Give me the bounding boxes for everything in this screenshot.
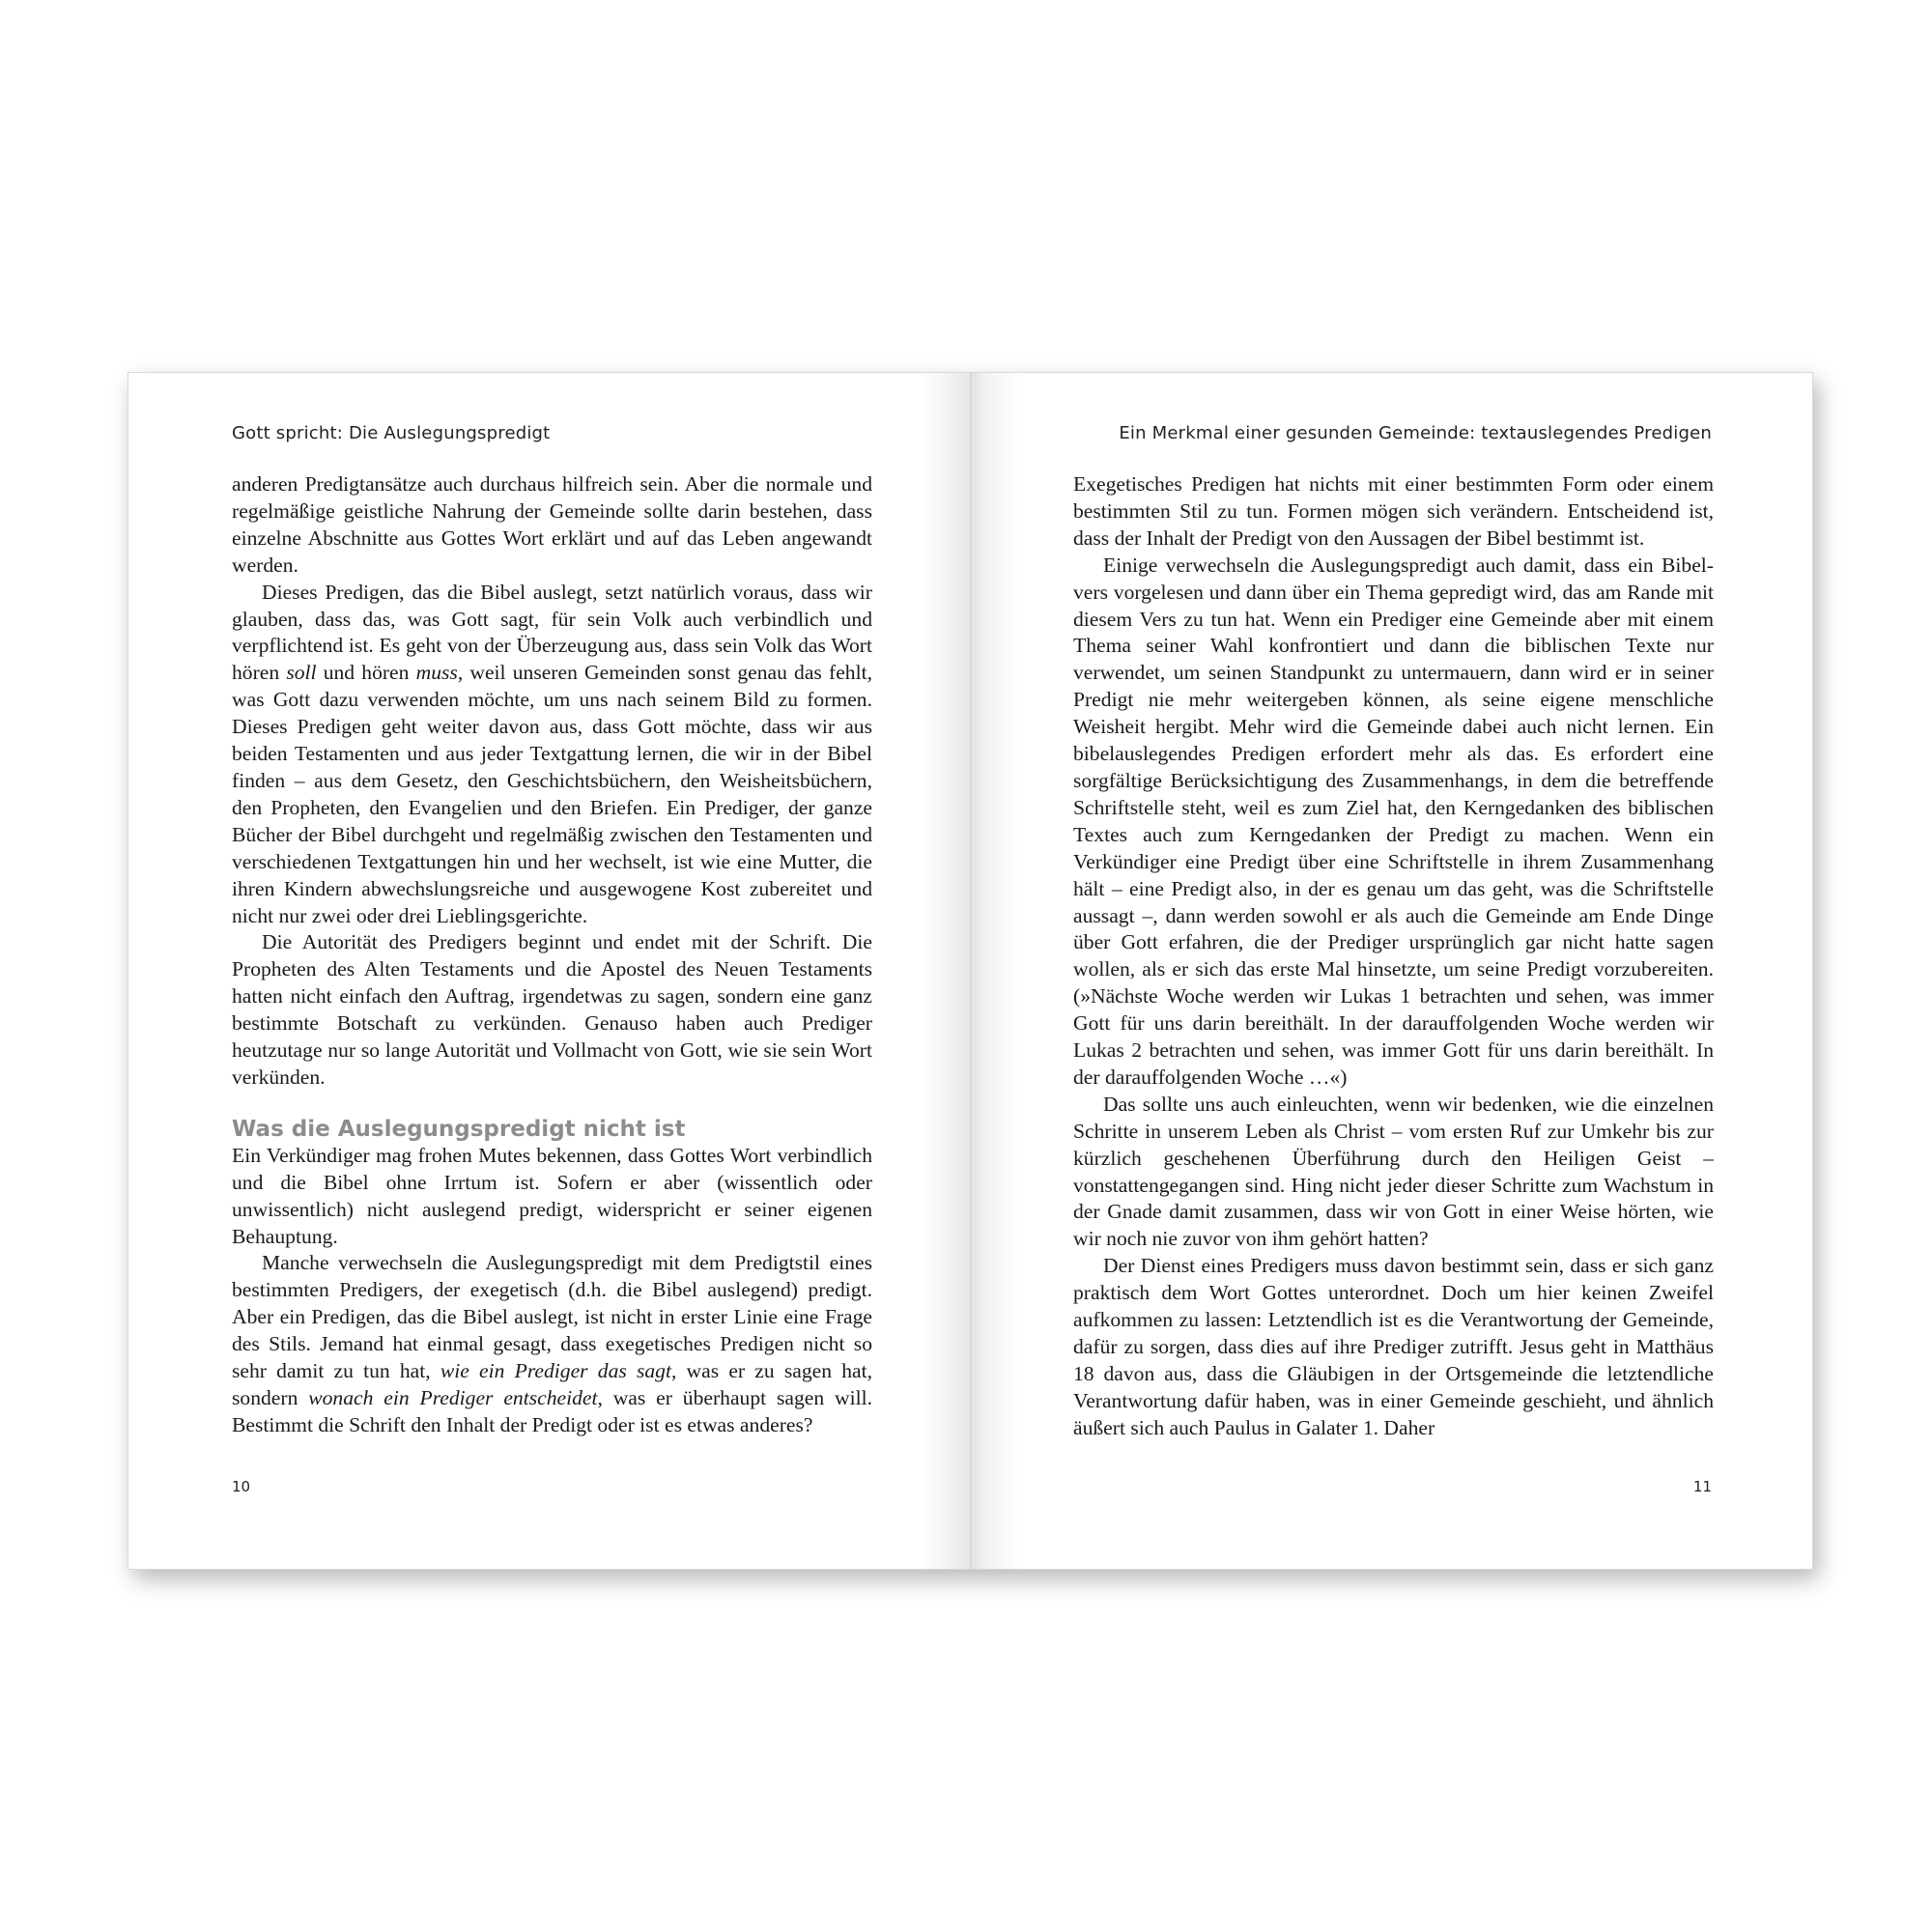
emphasis: wonach ein Prediger entscheidet [308, 1386, 598, 1409]
paragraph: Exegetisches Predigen hat nichts mit einer bestimmten Form oder einem bestimmten Stil zu tun. Formen mögen sich verändern. Entscheidend ist, dass der Inhalt der Predigt von den Aussagen der Bibel bestimmt ist. [1073, 472, 1714, 550]
paragraph: anderen Predigtansätze auch durchaus hilfreich sein. Aber die normale und regelmäßige geistliche Nahrung der Gemeinde sollte darin bestehen, dass einzelne Abschnitte aus Gottes Wort erklärt und auf das Leben angewandt werden. [232, 472, 872, 577]
right-page-body [1073, 471, 1714, 1442]
paragraph: Die Autorität des Predigers beginnt und endet mit der Schrift. Die Propheten des Alten Testaments und die Apostel des Neuen Testaments hatten nicht einfach den Auftrag, irgendetwas zu sagen, sondern eine ganz bestimmte Botschaft zu verkünden. Genauso haben auch Prediger heutzutage nur so lange Autorität und Vollmacht von Gott, wie sie sein Wort verkünden. [232, 930, 872, 1089]
emphasis: muss [415, 661, 458, 685]
paragraph: Manche verwechseln die Auslegungspredigt mit dem Predigtstil eines bestimmten Predigers, der exegetisch (d.h. die Bibel auslegend) predigt. Aber ein Predigen, das die Bibel auslegt, ist nicht in erster Linie eine Frage des Stils. Jemand hat einmal gesagt, dass exegetisches Predigen nicht so sehr damit zu tun hat, wie ein Prediger das sagt, was er zu sagen hat, sondern wonach ein Prediger entscheidet, was er überhaupt sagen will. Bestimmt die Schrift den Inhalt der Predigt oder ist es etwas anderes? [232, 1251, 873, 1436]
page-number-left: 10 [232, 1478, 251, 1495]
left-page-body [232, 471, 872, 1439]
paragraph: Dieses Predigen, das die Bibel auslegt, setzt natürlich voraus, dass wir glauben, dass das, was Gott sagt, für sein Volk auch verbindlich und verpflichtend ist. Es geht von der Überzeugung aus, dass sein Volk das Wort hören soll und hören muss, weil unseren Gemeinden sonst genau das fehlt, was Gott dazu verwenden möchte, um uns nach seinem Bild zu formen. Dieses Predigen geht weiter davon aus, dass Gott möchte, dass wir aus beiden Testamenten und aus jeder Textgattung lernen, die wir in der Bibel finden – aus dem Gesetz, den Geschichtsbüchern, den Weisheitsbüchern, den Propheten, den Evangelien und den Briefen. Ein Prediger, der ganze Bücher der Bibel durchgeht und regelmäßig zwischen den Testamenten und verschiedenen Textgattungen hin und her wechselt, ist wie eine Mutter, die ihren Kindern abwechslungsreiche und ausgewogene Kost zubereitet und nicht nur zwei oder drei Lieblingsgerichte. [232, 580, 872, 927]
paragraph: Das sollte uns auch einleuchten, wenn wir bedenken, wie die einzelnen Schritte in unserem Leben als Christ – vom ersten Ruf zur Umkehr bis zur kürzlich geschehenen Überführung durch den Heiligen Geist – vonstattengegangen sind. Hing nicht jeder dieser Schritte zum Wachstum in der Gnade damit zusammen, dass wir von Gott in einer Weise hörten, wie wir noch nie zuvor von ihm gehört hatten? [1073, 1092, 1714, 1251]
left-page [128, 372, 971, 1570]
paragraph: Einige verwechseln die Auslegungspredigt auch damit, dass ein Bibelvers vorgelesen und dann über ein Thema gepredigt wird, das am Rande mit diesem Vers zu tun hat. Wenn ein Prediger eine Gemeinde aber mit einem Thema seiner Wahl konfrontiert und dann die biblischen Texte nur verwendet, um seinen Standpunkt zu untermauern, dann wird er in seiner Predigt nie mehr weitergeben können, als seine eigene menschliche Weisheit hergibt. Mehr wird die Gemeinde dabei auch nicht lernen. Ein bibelauslegendes Predigen erfordert mehr als das. Es erfordert eine sorgfältige Berücksichtigung des Zusammenhangs, in dem die betreffende Schriftstelle steht, weil es zum Ziel hat, den Kerngedanken des biblischen Textes auch zum Kerngedanken der Predigt zu machen. Wenn ein Verkündiger eine Predigt über eine Schriftstelle in ihrem Zusammenhang hält – eine Predigt also, in der es genau um das geht, was die Schriftstelle aussagt –, dann werden sowohl er als auch die Gemeinde am Ende Dinge über Gott erfahren, die der Prediger ursprünglich gar nicht hatte sagen wollen, als er sich das erste Mal hinsetzte, um seine Predigt vorzubereiten. (»Nächste Woche werden wir Lukas 1 betrachten und sehen, was immer Gott für uns darin bereithält. In der darauffolgenden Woche werden wir Lukas 2 betrachten und sehen, was immer Gott für uns darin bereithält. In der darauffolgenden Woche …«) [1073, 553, 1714, 1089]
page-number-right: 11 [1692, 1478, 1712, 1495]
emphasis: wie ein Prediger das sagt [440, 1359, 671, 1383]
running-head-left: Gott spricht: Die Auslegungspredigt [232, 423, 551, 443]
paragraph: Der Dienst eines Predigers muss davon bestimmt sein, dass er sich ganz praktisch dem Wort Gottes unterordnet. Doch um hier keinen Zweifel aufkommen zu lassen: Letztendlich ist es die Verantwortung der Gemeinde, dafür zu sorgen, dass dies auf ihre Prediger zutrifft. Jesus geht in Matthäus 18 davon aus, dass die Gläubigen in der Ortsgemeinde die letztendliche Verantwortung dafür haben, was in einer Gemeinde geschieht, und ähnlich äußert sich auch Paulus in Galater 1. Daher [1073, 1254, 1714, 1439]
running-head-right: Ein Merkmal einer gesunden Gemeinde: textauslegendes Predigen [1119, 423, 1712, 443]
book-spread [128, 372, 1813, 1570]
section-heading: Was die Auslegungspredigt nicht ist [232, 1116, 686, 1142]
paragraph: Ein Verkündiger mag frohen Mutes bekennen, dass Gottes Wort verbindlich und die Bibel ohne Irrtum ist. Sofern er aber (wissentlich oder unwissentlich) nicht auslegend predigt, widerspricht er seiner eigenen Behauptung. [232, 1143, 872, 1248]
emphasis: soll [286, 661, 317, 685]
right-page [971, 372, 1813, 1570]
